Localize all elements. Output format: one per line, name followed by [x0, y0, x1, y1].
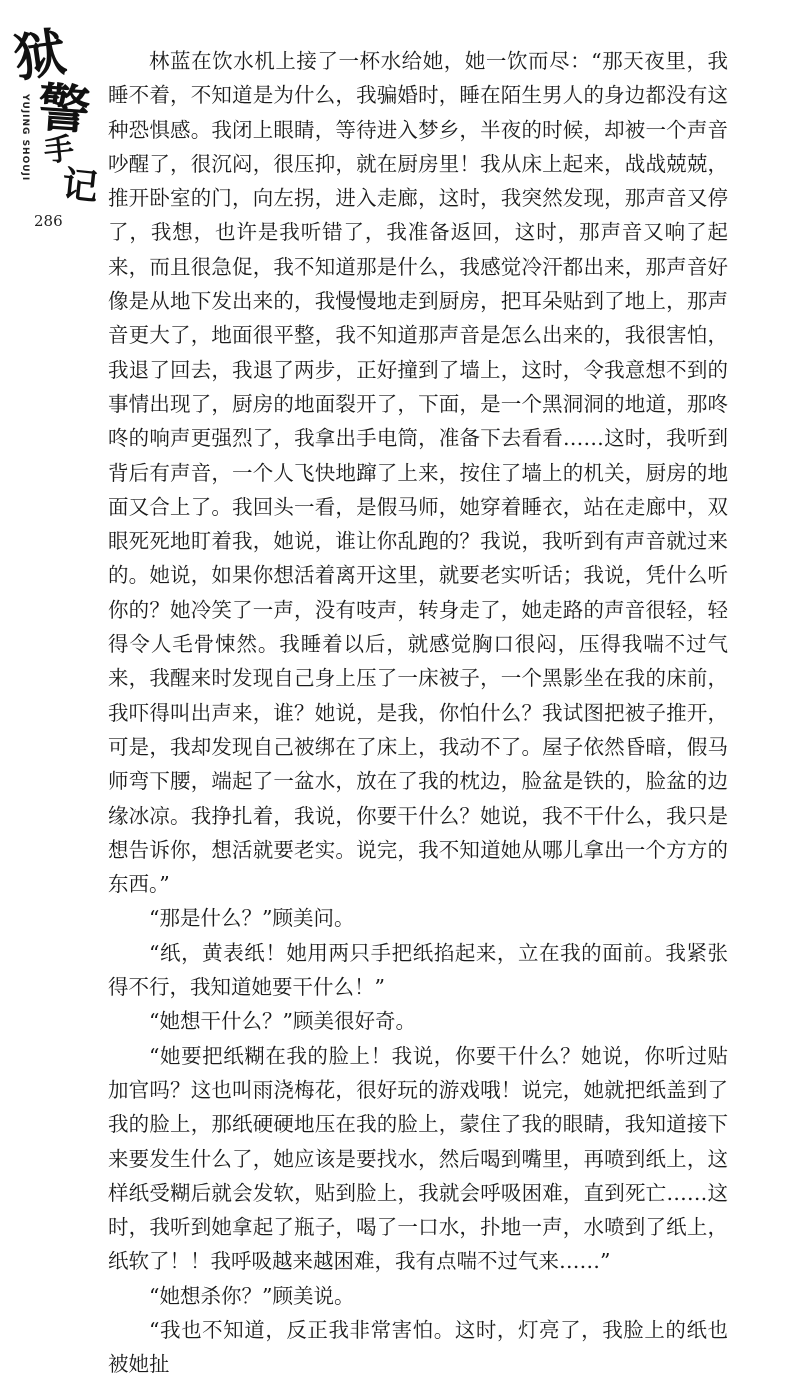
logo-subtitle: YUJING SHOUJI — [20, 94, 30, 182]
logo-char-3: 手 — [42, 131, 76, 170]
paragraph-5: “她要把纸糊在我的脸上！我说，你要干什么？她说，你听过贴加官吗？这也叫雨浇梅花，很好玩的游戏哦！说完，她就把纸盖到了我的脸上，那纸硬硬地压在我的脸上，蒙住了我的眼睛，我知道接下来要发生什么了，她应该是要找水，然后喝到嘴里，再喷到纸上，这样纸受糊后就会发软，贴到脸上，我就会呼吸困难，直到死亡……这时，我听到她拿起了瓶子，喝了一口水，扑地一声，水喷到了纸上，纸软了！！我呼吸越来越困难，我有点喘不过气来……” — [108, 1043, 728, 1274]
paragraph-3: “纸，黄表纸！她用两只手把纸掐起来，立在我的面前。我紧张得不行，我知道她要干什么！” — [108, 940, 728, 1000]
paragraph-4: “她想干什么？”顾美很好奇。 — [149, 1009, 416, 1034]
page-body — [108, 44, 728, 1382]
paragraph-1: 林蓝在饮水机上接了一杯水给她，她一饮而尽：“那天夜里，我睡不着，不知道是为什么，我骗婚时，睡在陌生男人的身边都没有这种恐惧感。我闭上眼睛，等待进入梦乡，半夜的时候，却被一个声音吵醒了，很沉闷，很压抑，就在厨房里！我从床上起来，战战兢兢，推开卧室的门，向左拐，进入走廊，这时，我突然发现，那声音又停了，我想，也许是我听错了，我准备返回，这时，那声音又响了起来，而且很急促，我不知道那是什么，我感觉冷汗都出来，那声音好像是从地下发出来的，我慢慢地走到厨房，把耳朵贴到了地上，那声音更大了，地面很平整，我不知道那声音是怎么出来的，我很害怕，我退了回去，我退了两步，正好撞到了墙上，这时，令我意想不到的事情出现了，厨房的地面裂开了，下面，是一个黑洞洞的地道，那咚咚的响声更强烈了，我拿出手电筒，准备下去看看……这时，我听到背后有声音，一个人飞快地蹿了上来，按住了墙上的机关，厨房的地面又合上了。我回头一看，是假马师，她穿着睡衣，站在走廊中，双眼死死地盯着我，她说，谁让你乱跑的？我说，我听到有声音就过来的。她说，如果你想活着离开这里，就要老实听话；我说，凭什么听你的？她冷笑了一声，没有吱声，转身走了，她走路的声音很轻，轻得令人毛骨悚然。我睡着以后，就感觉胸口很闷，压得我喘不过气来，我醒来时发现自己身上压了一床被子，一个黑影坐在我的床前，我吓得叫出声来，谁？她说，是我，你怕什么？我试图把被子推开，可是，我却发现自己被绑在了床上，我动不了。屋子依然昏暗，假马师弯下腰，端起了一盆水，放在了我的枕边，脸盆是铁的，脸盆的边缘冰凉。我挣扎着，我说，你要干什么？她说，我不干什么，我只是想告诉你，想活就要老实。说完，我不知道她从哪儿拿出一个方方的东西。” — [108, 49, 728, 897]
page-number: 286 — [34, 212, 63, 230]
paragraph-6: “她想杀你？”顾美说。 — [149, 1283, 355, 1308]
logo-char-4: 记 — [59, 163, 101, 209]
paragraph-2: “那是什么？”顾美问。 — [149, 906, 355, 931]
paragraph-7: “我也不知道，反正我非常害怕。这时，灯亮了，我脸上的纸也被她扯 — [108, 1317, 728, 1377]
book-logo — [9, 21, 104, 218]
logo-char-1: 狱 — [9, 21, 70, 90]
logo-char-2: 警 — [35, 77, 93, 142]
